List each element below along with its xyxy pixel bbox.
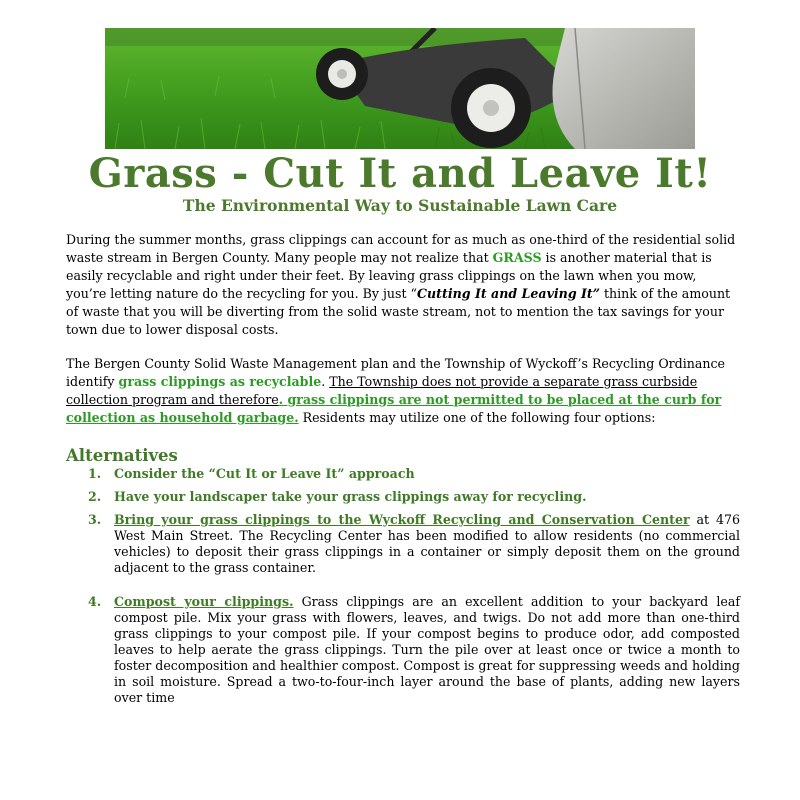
- list-number: 1.: [88, 466, 102, 481]
- intro-text-2: is another material that is easily recyclable and right under their feet. By leaving grass clippings on the lawn when you mow, you’re letting nature do the recycling for you. By just “: [66, 250, 712, 301]
- lawn-mower-illustration: [105, 28, 695, 149]
- list-item-lead: Consider the “Cut It or Leave It” approach: [114, 466, 415, 481]
- policy-text-1: The Bergen County Solid Waste Management plan and the Township of Wyckoff’s Recycling Ordinance identify: [66, 356, 726, 389]
- policy-curb-warning: . grass clippings are not permitted to be placed at the curb for collection as household garbage.: [66, 392, 722, 425]
- list-number: 4.: [88, 594, 102, 609]
- policy-underlined-text: The Township does not provide a separate grass curbside collection program and therefore: [66, 374, 698, 407]
- list-item: [88, 512, 740, 576]
- list-item-lead: Compost your clippings.: [114, 594, 294, 609]
- intro-italic: Cutting It and Leaving It”: [417, 286, 600, 301]
- policy-text-2: .: [321, 374, 330, 389]
- list-item: [88, 594, 740, 706]
- hero-image: [105, 28, 695, 149]
- policy-paragraph: [66, 355, 738, 427]
- intro-text-1: During the summer months, grass clippings can account for as much as one-third of the residential solid waste stream in Bergen County. Many people may not realize that: [66, 232, 736, 265]
- page-title: Grass - Cut It and Leave It!: [88, 150, 712, 197]
- alternatives-heading: Alternatives: [66, 446, 178, 465]
- policy-text-3: Residents may utilize one of the following four options:: [298, 410, 656, 425]
- intro-paragraph: [66, 231, 738, 339]
- list-item: [88, 489, 740, 505]
- list-number: 2.: [88, 489, 102, 504]
- grass-highlight: GRASS: [492, 250, 542, 265]
- policy-recyclable-highlight: grass clippings as recyclable: [118, 374, 322, 389]
- page-subtitle: The Environmental Way to Sustainable Lawn Care: [182, 196, 618, 215]
- list-number: 3.: [88, 512, 102, 527]
- intro-text-3: think of the amount of waste that you will be diverting from the solid waste stream, not to mention the tax savings for your town due to lower disposal costs.: [66, 286, 731, 337]
- list-item-lead: Bring your grass clippings to the Wyckoff Recycling and Conservation Center: [114, 512, 690, 527]
- list-item-lead: Have your landscaper take your grass clippings away for recycling.: [114, 489, 587, 504]
- list-item: [88, 466, 740, 482]
- alternatives-list: [88, 466, 740, 706]
- list-item-text: Grass clippings are an excellent addition to your backyard leaf compost pile. Mix your grass with flowers, leaves, and twigs. Do not add more than one-third grass clippings to your compost pile. If your compost begins to produce odor, add composted leaves to help aerate the grass clippings. Turn the pile over at least once or twice a month to foster decomposition and healthier compost. Compost is great for suppressing weeds and holding in soil moisture. Spread a two-to-four-inch layer around the base of plants, adding new layers over time: [114, 594, 740, 705]
- list-item-text: at 476 West Main Street. The Recycling Center has been modified to allow residents (no commercial vehicles) to deposit their grass clippings in a container or simply deposit them on the ground adjacent to the grass container.: [114, 512, 740, 575]
